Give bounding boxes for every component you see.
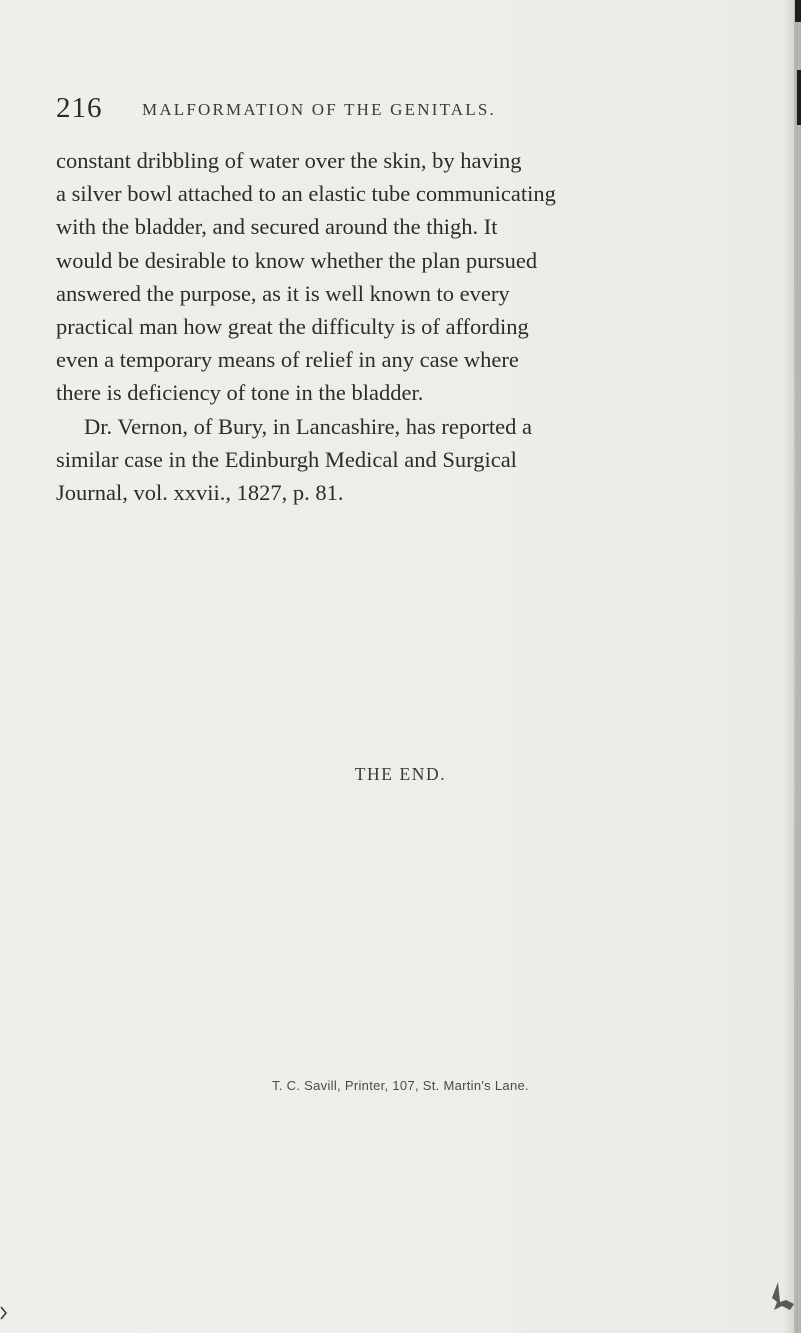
printer-colophon: T. C. Savill, Printer, 107, St. Martin's Lane. — [272, 1078, 529, 1093]
page-header — [56, 92, 746, 132]
text-line: would be desirable to know whether the plan pursued — [56, 247, 538, 273]
text-line: with the bladder, and secured around the thigh. It — [56, 214, 498, 240]
text-line: answered the purpose, as it is well known to every — [56, 280, 510, 306]
the-end-heading: THE END. — [354, 764, 447, 784]
edge-arrow-mark — [0, 1306, 8, 1320]
page-edge-shadow — [783, 0, 801, 1333]
text-line: Dr. Vernon, of Bury, in Lancashire, has reported a — [84, 413, 532, 439]
paragraph — [56, 144, 711, 410]
paragraph — [56, 410, 711, 510]
text-line: a silver bowl attached to an elastic tube communicating — [56, 181, 556, 207]
ink-smudge-mark — [768, 1280, 798, 1320]
text-line: there is deficiency of tone in the bladder. — [56, 380, 424, 406]
text-line: similar case in the Edinburgh Medical and Surgical — [56, 446, 517, 472]
page-number: 216 — [56, 92, 103, 124]
running-title: MALFORMATION OF THE GENITALS. — [142, 100, 496, 119]
text-line: even a temporary means of relief in any case where — [56, 347, 519, 373]
text-line: practical man how great the difficulty is of affording — [56, 314, 529, 340]
body-text — [56, 144, 711, 509]
edge-mark — [795, 0, 801, 22]
text-line: constant dribbling of water over the skin, by having — [56, 148, 522, 173]
edge-mark — [797, 70, 801, 125]
text-line: Journal, vol. xxvii., 1827, p. 81. — [56, 480, 344, 506]
